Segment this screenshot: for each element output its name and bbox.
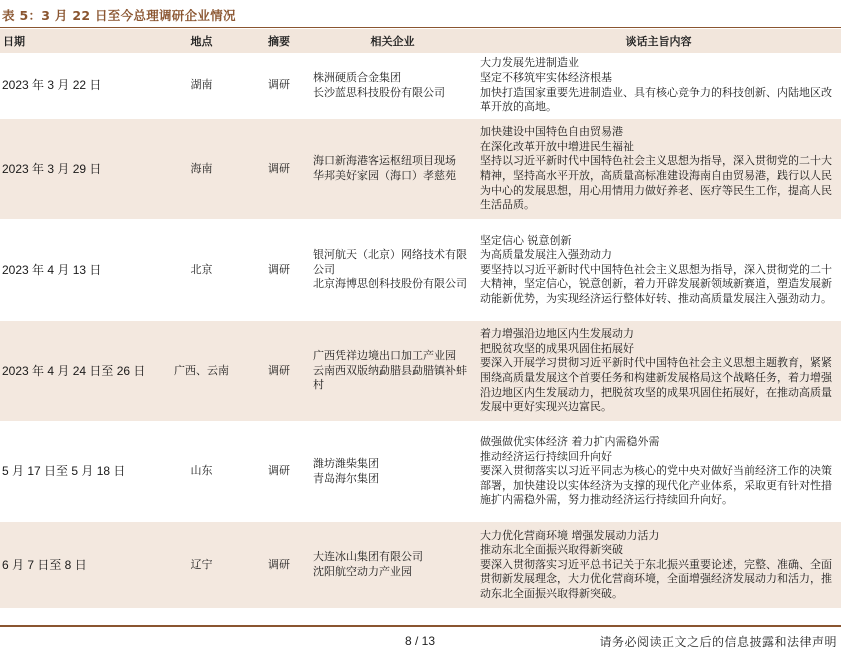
cell-companies bbox=[309, 119, 476, 220]
table-title: 表 5：3 月 22 日至今总理调研企业情况 bbox=[2, 8, 236, 23]
talk-line: 把脱贫攻坚的成果巩固住拓展好 bbox=[480, 341, 634, 355]
company-name: 潍坊潍柴集团 bbox=[313, 456, 379, 470]
company-name: 长沙蓝思科技股份有限公司 bbox=[313, 85, 445, 99]
table-row bbox=[0, 422, 841, 522]
table-header-row bbox=[0, 29, 841, 53]
cell-place: 广西、云南 bbox=[174, 363, 229, 377]
cell-type: 调研 bbox=[268, 161, 290, 175]
header-type: 摘要 bbox=[268, 35, 290, 48]
cell-place: 北京 bbox=[190, 262, 213, 276]
cell-type: 调研 bbox=[268, 262, 290, 276]
cell-companies bbox=[309, 422, 476, 522]
talk-line: 在深化改革开放中增进民生福祉 bbox=[480, 139, 634, 153]
cell-place: 辽宁 bbox=[190, 557, 213, 571]
cell-date: 2023 年 4 月 24 日至 26 日 bbox=[2, 363, 146, 378]
page-number: 8 / 13 bbox=[405, 634, 436, 648]
cell-place: 山东 bbox=[190, 464, 213, 478]
cell-type: 调研 bbox=[268, 464, 290, 478]
company-name: 广西凭祥边境出口加工产业园 bbox=[313, 349, 456, 363]
company-name: 株洲硬质合金集团 bbox=[313, 70, 401, 84]
talk-line: 大力优化营商环境 增强发展动力活力 bbox=[480, 528, 660, 542]
talk-line: 要深入贯彻落实习近平总书记关于东北振兴重要论述，完整、准确、全面贯彻新发展理念，大力优化营商环境，全面增强经济发展动力和活力，推动东北全面振兴取得新突破。 bbox=[480, 557, 832, 600]
company-name: 大连冰山集团有限公司 bbox=[313, 550, 423, 564]
company-name: 青岛海尔集团 bbox=[313, 471, 379, 485]
cell-talk bbox=[476, 119, 841, 220]
legal-disclaimer: 请务必阅读正文之后的信息披露和法律声明 bbox=[599, 635, 837, 649]
enterprise-visit-table bbox=[0, 29, 841, 609]
cell-date: 5 月 17 日至 5 月 18 日 bbox=[2, 464, 126, 479]
talk-line: 坚定不移筑牢实体经济根基 bbox=[480, 70, 612, 84]
header-talk: 谈话主旨内容 bbox=[625, 35, 692, 48]
cell-date: 6 月 7 日至 8 日 bbox=[2, 557, 87, 572]
table-row bbox=[0, 522, 841, 609]
cell-place: 海南 bbox=[190, 161, 213, 175]
company-name: 海口新海港客运枢纽项目现场 bbox=[313, 154, 456, 168]
table-row bbox=[0, 220, 841, 321]
cell-talk bbox=[476, 522, 841, 609]
talk-line: 要深入贯彻落实以习近平同志为核心的党中央对做好当前经济工作的决策部署，加快建设以实体经济为支撑的现代化产业体系，采取更有针对性措施扩内需稳外需，努力推动经济运行持续回升向好。 bbox=[480, 464, 832, 507]
cell-date: 2023 年 3 月 29 日 bbox=[2, 161, 102, 176]
talk-line: 大力发展先进制造业 bbox=[480, 56, 579, 70]
footer-divider bbox=[0, 625, 841, 627]
table-row bbox=[0, 53, 841, 119]
cell-talk bbox=[476, 220, 841, 321]
cell-type: 调研 bbox=[268, 363, 290, 377]
company-name: 云南西双版纳勐腊县勐腊镇补蚌村 bbox=[313, 363, 467, 392]
title-divider bbox=[0, 27, 841, 28]
cell-talk bbox=[476, 53, 841, 119]
table-row bbox=[0, 119, 841, 220]
cell-talk bbox=[476, 321, 841, 422]
talk-line: 推动经济运行持续回升向好 bbox=[480, 449, 612, 463]
cell-talk bbox=[476, 422, 841, 522]
cell-type: 调研 bbox=[268, 557, 290, 571]
cell-companies bbox=[309, 321, 476, 422]
talk-line: 为高质量发展注入强劲动力 bbox=[480, 248, 612, 262]
company-name: 华邦美好家园（海口）孝慈苑 bbox=[313, 169, 456, 182]
talk-line: 着力增强沿边地区内生发展动力 bbox=[480, 327, 634, 341]
talk-line: 坚持以习近平新时代中国特色社会主义思想为指导，深入贯彻党的二十大精神，坚持高水平开放，高质量高标准建设海南自由贸易港，践行以人民为中心的发展思想，用心用情用力做好养老、医疗等民生工作，提高人民生活品质。 bbox=[480, 154, 832, 212]
cell-companies bbox=[309, 220, 476, 321]
talk-line: 推动东北全面振兴取得新突破 bbox=[480, 543, 623, 557]
company-name: 银河航天（北京）网络技术有限公司 bbox=[313, 248, 467, 276]
cell-companies bbox=[309, 522, 476, 609]
talk-line: 要深入开展学习贯彻习近平新时代中国特色社会主义思想主题教育，紧紧围绕高质量发展这个首要任务和构建新发展格局这个战略任务，着力增强沿边地区内生发展动力，把脱贫攻坚的成果巩固住拓展好，在推动高质量发展中更好实现兴边富民。 bbox=[480, 356, 832, 414]
cell-date: 2023 年 3 月 22 日 bbox=[2, 78, 102, 93]
header-date: 日期 bbox=[3, 35, 25, 48]
talk-line: 加快建设中国特色自由贸易港 bbox=[480, 125, 623, 139]
company-name: 北京海博思创科技股份有限公司 bbox=[313, 277, 467, 291]
talk-line: 坚定信心 锐意创新 bbox=[480, 233, 572, 247]
talk-line: 加快打造国家重要先进制造业、具有核心竞争力的科技创新、内陆地区改革开放的高地。 bbox=[480, 85, 832, 114]
talk-line: 做强做优实体经济 着力扩内需稳外需 bbox=[480, 435, 660, 449]
table-row bbox=[0, 321, 841, 422]
talk-line: 要坚持以习近平新时代中国特色社会主义思想为指导，深入贯彻党的二十大精神，坚定信心，锐意创新，着力开辟发展新领域新赛道，塑造发展新动能新优势，为实现经济运行整体好转、推动高质量发展注入强劲动力。 bbox=[480, 262, 832, 305]
cell-place: 湖南 bbox=[190, 78, 213, 92]
cell-type: 调研 bbox=[268, 78, 290, 92]
cell-companies bbox=[309, 53, 476, 119]
header-companies: 相关企业 bbox=[370, 35, 415, 48]
company-name: 沈阳航空动力产业园 bbox=[313, 565, 412, 578]
cell-date: 2023 年 4 月 13 日 bbox=[2, 262, 102, 277]
header-place: 地点 bbox=[190, 35, 213, 48]
